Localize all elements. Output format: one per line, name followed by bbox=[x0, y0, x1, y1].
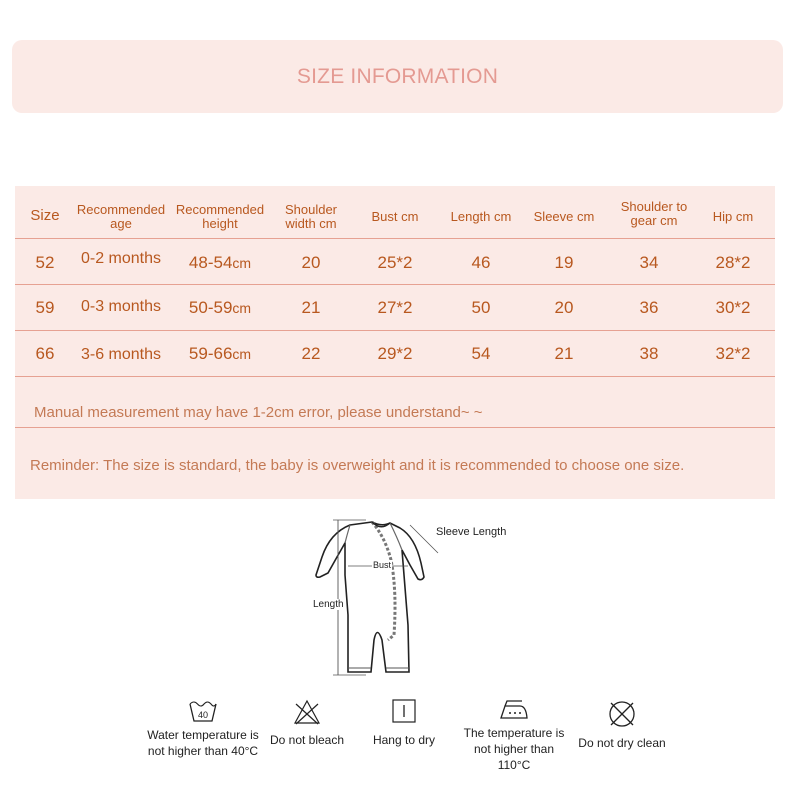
bust-label: Bust bbox=[373, 560, 392, 570]
cell-height bbox=[170, 344, 270, 364]
header-gear-line2: gear cm bbox=[630, 213, 678, 228]
header-shoulder-line2: width cm bbox=[285, 216, 337, 231]
garment-diagram bbox=[300, 515, 520, 685]
height-unit: cm bbox=[232, 255, 252, 271]
header-age-line2: age bbox=[110, 216, 132, 231]
cell-bust: 25*2 bbox=[377, 253, 413, 272]
care-label: Do not bleach bbox=[269, 733, 345, 747]
cell-length: 54 bbox=[471, 344, 491, 363]
cell-gear: 36 bbox=[639, 298, 659, 317]
header-length: Length cm bbox=[450, 209, 512, 224]
cell-sleeve: 20 bbox=[554, 298, 574, 317]
height-value: 48-54 bbox=[188, 253, 233, 272]
measurement-note: Manual measurement may have 1-2cm error, please understand~ ~ bbox=[34, 404, 483, 421]
care-item-wash bbox=[138, 698, 268, 759]
header-sleeve: Sleeve cm bbox=[533, 209, 595, 224]
care-label: The temperature is bbox=[463, 726, 565, 740]
cell-hip: 30*2 bbox=[715, 298, 751, 317]
height-unit: cm bbox=[232, 300, 252, 316]
cell-age: 0-2 months bbox=[80, 250, 162, 267]
header-shoulder bbox=[271, 203, 351, 231]
cell-bust: 29*2 bbox=[377, 344, 413, 363]
height-value: 50-59 bbox=[188, 298, 233, 317]
height-unit: cm bbox=[232, 346, 252, 362]
height-value: 59-66 bbox=[188, 344, 233, 363]
cell-shoulder: 21 bbox=[301, 298, 321, 317]
header-age-line1: Recommended bbox=[76, 202, 166, 217]
iron-icon bbox=[498, 698, 530, 722]
header-size: Size bbox=[30, 207, 60, 224]
table-divider bbox=[15, 330, 775, 331]
page-title: SIZE INFORMATION bbox=[296, 65, 499, 88]
length-label: Length bbox=[313, 599, 344, 610]
no-bleach-icon bbox=[292, 698, 322, 726]
hang-dry-icon bbox=[391, 698, 417, 724]
header-height-line2: height bbox=[202, 216, 238, 231]
header-gear bbox=[609, 200, 699, 228]
care-label: Water temperature is bbox=[147, 728, 259, 742]
table-divider bbox=[15, 427, 775, 428]
header-bust: Bust cm bbox=[371, 209, 419, 224]
reminder-note: Reminder: The size is standard, the baby is overweight and it is recommended to choose one size. bbox=[30, 457, 685, 474]
cell-height bbox=[170, 253, 270, 273]
header-shoulder-line1: Shoulder bbox=[284, 202, 338, 217]
wash-temp-text: 40 bbox=[197, 710, 209, 720]
wash-40-icon bbox=[188, 698, 218, 724]
care-label: 110°C bbox=[497, 758, 531, 772]
size-table bbox=[15, 186, 775, 499]
care-label: not higher than bbox=[473, 742, 555, 756]
header-hip: Hip cm bbox=[712, 209, 754, 224]
cell-sleeve: 21 bbox=[554, 344, 574, 363]
cell-shoulder: 20 bbox=[301, 253, 321, 272]
cell-size: 52 bbox=[35, 253, 55, 272]
cell-length: 46 bbox=[471, 253, 491, 272]
care-label: Do not dry clean bbox=[578, 736, 666, 750]
cell-gear: 34 bbox=[639, 253, 659, 272]
sleeve-length-label: Sleeve Length bbox=[436, 526, 507, 538]
no-dry-clean-icon bbox=[606, 698, 638, 730]
header-height bbox=[170, 203, 270, 231]
header-age bbox=[71, 203, 171, 231]
care-label: not higher than 40°C bbox=[147, 744, 259, 758]
cell-age: 0-3 months bbox=[80, 298, 162, 315]
cell-gear: 38 bbox=[639, 344, 659, 363]
cell-bust: 27*2 bbox=[377, 298, 413, 317]
size-information-banner bbox=[12, 40, 783, 113]
cell-hip: 32*2 bbox=[715, 344, 751, 363]
cell-length: 50 bbox=[471, 298, 491, 317]
cell-hip: 28*2 bbox=[715, 253, 751, 272]
table-divider bbox=[15, 284, 775, 285]
table-divider bbox=[15, 376, 775, 377]
cell-height bbox=[170, 298, 270, 318]
care-label: Hang to dry bbox=[372, 733, 436, 747]
care-item-iron bbox=[452, 698, 576, 773]
cell-size: 59 bbox=[35, 298, 55, 317]
header-gear-line1: Shoulder to bbox=[620, 199, 688, 214]
care-item-hang bbox=[364, 698, 444, 748]
header-height-line1: Recommended bbox=[175, 202, 265, 217]
table-divider bbox=[15, 238, 775, 239]
care-item-dry-clean bbox=[572, 698, 672, 751]
cell-age: 3-6 months bbox=[80, 346, 162, 363]
cell-shoulder: 22 bbox=[301, 344, 321, 363]
cell-sleeve: 19 bbox=[554, 253, 574, 272]
care-item-bleach bbox=[262, 698, 352, 748]
cell-size: 66 bbox=[35, 344, 55, 363]
